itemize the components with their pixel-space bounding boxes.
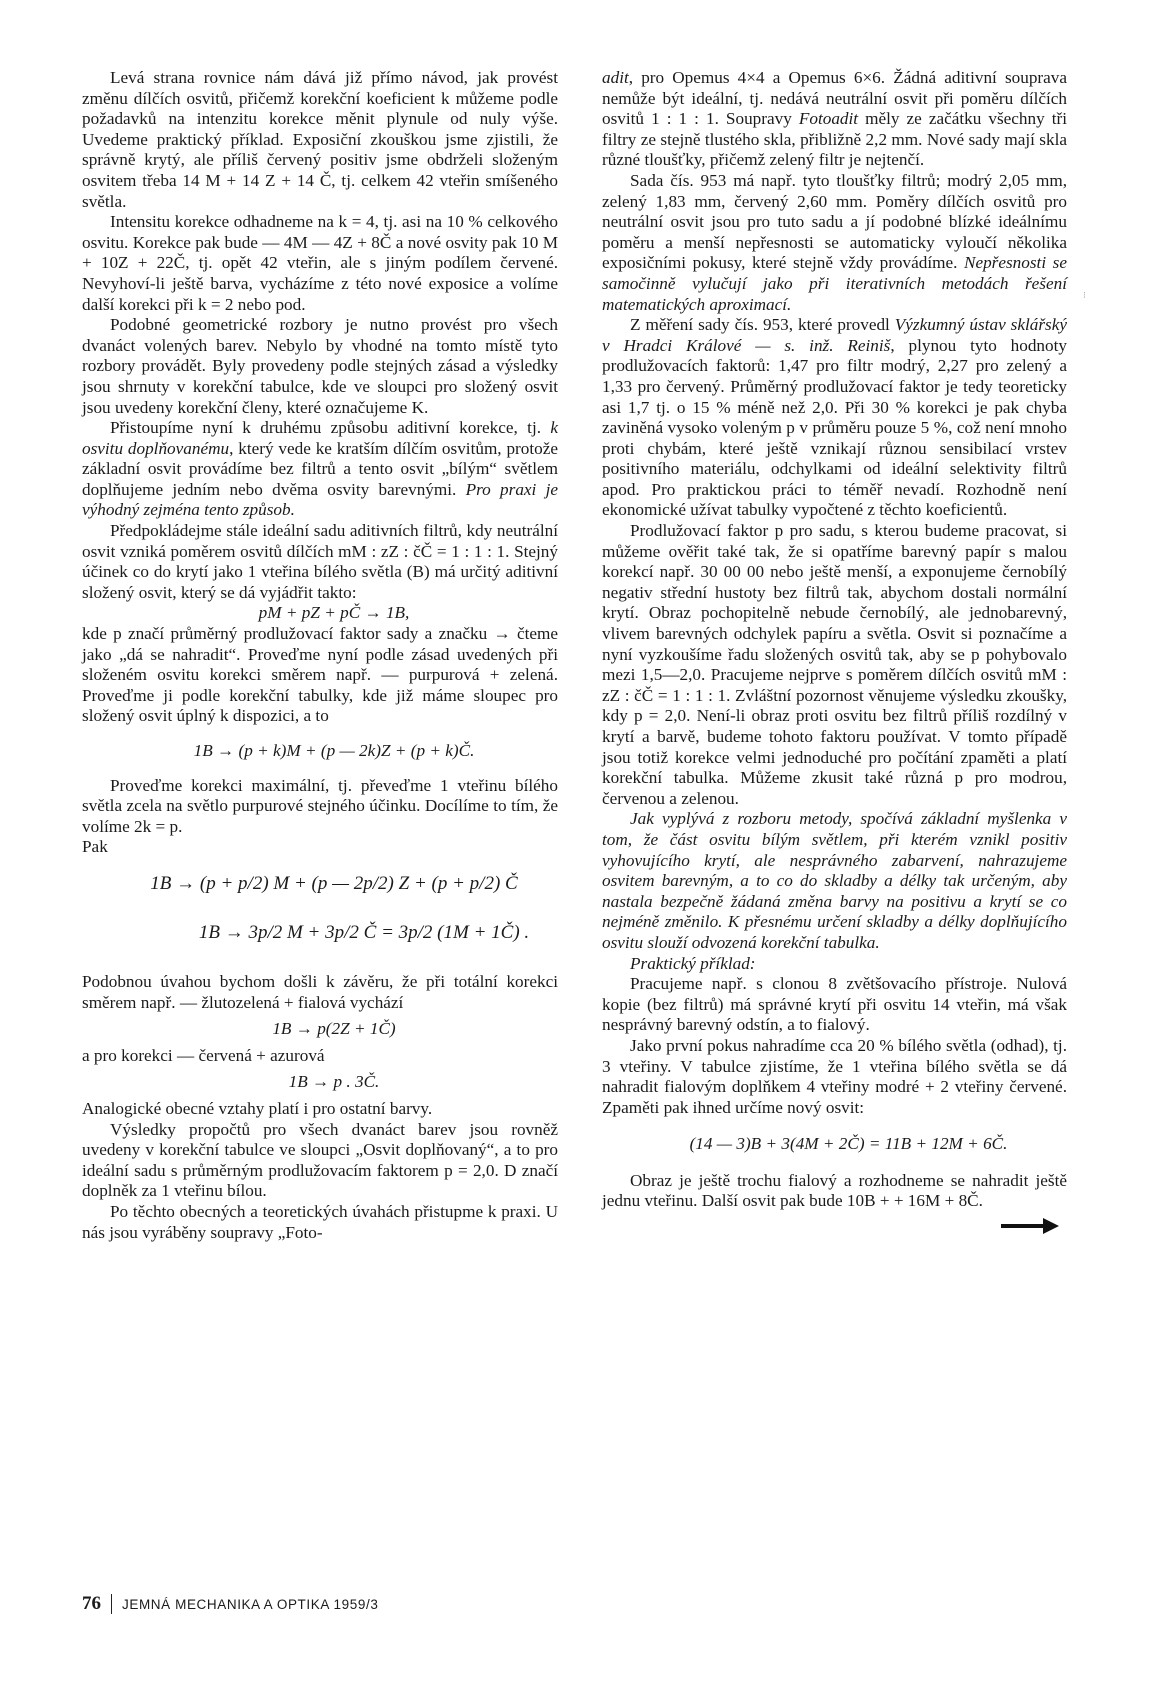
paragraph: Jak vyplývá z rozboru metody, spočívá základní myšlenka v tom, že část osvitu bílým světlem, při kterém vznikl positiv vyhovujícího krytí, ale nesprávného zabarvení, nahrazujeme osvitem barevným, a to co do skladby a délky tak určeným, aby nastala bezpečně žádaná změna barvy na positivu a krytí se co nejméně změnilo. K přesnému určení skladby a délky doplňujícího osvitu slouží odvozená korekční tabulka. [602,809,1067,952]
paragraph: Po těchto obecných a teoretických úvahách přistupme k praxi. U nás jsou vyráběny soupravy „Foto- [82,1201,558,1242]
text-run: měly ze začátku všechny tři filtry ze stejně tlustého skla, přibližně 2,2 mm. Nové sady mají skla různé tloušťky, přičemž zelený filtr je nejtenčí. [602,109,1067,170]
footer-divider [111,1594,112,1614]
page-number: 76 [82,1593,101,1614]
paragraph: Pak [82,837,108,857]
equation: pM + pZ + pČ → 1B, [258,603,410,623]
italic-run: adit [602,68,629,87]
paragraph: Jako první pokus nahradíme cca 20 % bílého světla (odhad), tj. 3 vteřiny. V tabulce zjistíme, že 1 vteřina bílého světla se dá nahradit fialovým doplňkem 4 vteřiny modré + 2 vteřiny červené. Zpaměti pak ihned určíme nový osvit: [602,1035,1067,1117]
paragraph: Intensitu korekce odhadneme na k = 4, tj. asi na 10 % celkového osvitu. Korekce pak bude — 4M — 4Z + 8Č a nové osvity pak 10 M + 10Z + 22Č, tj. opět 42 vteřin, ale s jiným podílem červené. Nevyhoví-li ještě barva, vycházíme z této nové exposice a volíme další korekci při k = 2 nebo pod. [82,212,558,314]
equation: 1B → p . 3Č. [288,1072,380,1092]
paragraph [602,68,1067,171]
paragraph: Pracujeme např. s clonou 8 zvětšovacího přístroje. Nulová kopie (bez filtrů) má správné krytí při osvitu 14 vteřin, má však nesprávný barevný odstín, a to fialový. [602,974,1067,1035]
paragraph [602,315,1067,521]
paragraph: Výsledky propočtů pro všech dvanáct barev jsou rovněž uvedeny v korekční tabulce ve sloupci „Osvit doplňovaný“, a to pro ideální sadu s průměrným prodlužovacím faktorem p = 2,0. D značí doplněk za 1 vteřinu bílou. [82,1119,558,1201]
text-run: , plynou tyto hodnoty prodlužovacích faktorů: 1,47 pro filtr modrý, 2,27 pro zelený a 1,33 pro červený. Průměrný prodlužovací faktor je tedy teoreticky asi 1,7 tj. o 15 % méně než 2,0. Při 30 % korekci je pak chyba zaviněná vysoko voleným p v průměru pouze 5 %, což není mnoho proti chybám, které ještě vznikají různou sensibilací vrstev positivního materiálu, odchylkami od ideální selektivity filtrů apod. Pro praktickou práci to téměř nevadí. Rozhodně není ekonomické užívat tabulky vypočtené z těchto koeficientů. [602,335,1067,520]
paragraph [602,171,1067,315]
italic-run: Nepřesnosti se samočinně vylučují jako při iterativních metodách řešení matematických aproximací. [602,253,1068,314]
paragraph: kde p značí průměrný prodlužovací faktor sady a značku → čteme jako „dá se nahradit“. Proveďme nyní podle zásad uvedených při složeném osvitu korekci směrem např. — purpurová + zelená. Proveďme ji podle korekční tabulky, kde již máme sloupec pro složený osvit úplný k dispozici, a to [82,624,558,726]
equation: 1B → (p + k)M + (p — 2k)Z + (p + k)Č. [193,741,475,760]
text-run: , který vede ke kratším dílčím osvitům, protože základní osvit provádíme bez filtrů a tento osvit „bílým“ světlem doplňujeme jedním nebo dvěma osvity barevnými. [82,438,558,499]
equation: 1B → p(2Z + 1Č) [272,1019,396,1039]
italic-run: Výzkumný ústav sklářský v Hradci Králové — s. inž. Reiniš [602,315,1067,355]
text-run: , pro Opemus 4×4 a Opemus 6×6. Žádná aditivní souprava nemůže být ideální, tj. nedává neutrální osvit při poměru dílčích osvitů 1 : 1 : 1. Soupravy [602,68,1067,129]
paragraph: Proveďme korekci maximální, tj. převeďme 1 vteřinu bílého světla zcela na světlo purpurové stejného účinku. Docílíme to tím, že volíme 2k = p. [82,775,558,836]
italic-run: Pro praxi je výhodný zejména tento způsob. [82,479,558,520]
left-column [82,68,558,1243]
equation: 1B → 3p/2 M + 3p/2 Č = 3p/2 (1M + 1Č) . [198,921,530,943]
text-run: Sada čís. 953 má např. tyto tloušťky filtrů; modrý 2,05 mm, zelený 1,83 mm, červený 2,60 mm. Poměry dílčích osvitů pro neutrální osvit jsou pro tuto sadu a jí podobné blízké ideálnímu poměru a menší nepřesnosti se automaticky vyloučí několika exposičními pokusy, které stejně vždy provádíme. [602,170,1067,273]
right-arrow-icon [1001,1218,1059,1234]
text-run: Přistoupíme nyní k druhému způsobu aditivní korekce, tj. [110,418,551,438]
paragraph: Podobné geometrické rozbory je nutno provést pro všech dvanáct volených barev. Nebylo by vhodné na tomto místě tyto rozbory provádět. Byly provedeny podle stejných zásad a výsledky jsou shrnuty v korekční tabulce, kde ve sloupci pro složený osvit jsou uvedeny korekční členy, které označujeme K. [82,315,558,417]
paragraph: Prodlužovací faktor p pro sadu, s kterou budeme pracovat, si můžeme ověřit také tak, že si opatříme barevný papír s malou korekcí např. 30 00 00 nebo ještě menší, a exponujeme černobílý negativ střední hustoty bez filtrů tak, abychom dostali normální krytí. Obraz pochopitelně nebude černobílý, ale jednobarevný, vlivem barevných odchylek papíru a světla. Osvit si poznačíme a nyní vyzkoušíme řadu složených osvitů tak, aby se p pohybovalo mezi 1,5—2,0. Pracujeme nejprve s poměrem dílčích osvitů mM : zZ : čČ = 1 : 1 : 1. Zvláštní pozornost věnujeme výsledku zkoušky, kdy p = 2,0. Není-li obraz proti osvitu bez filtrů příliš rozdílný v krytí a barvě, budeme tohoto faktoru používat. V tomto případě jsou totiž korekce velmi jednoduché pro počítání zpaměti a platí korekční tabulka. Můžeme zkusit také různá p pro modrou, červenou a zelenou. [602,521,1067,808]
paragraph: Levá strana rovnice nám dává již přímo návod, jak provést změnu dílčích osvitů, přičemž korekční koeficient k můžeme podle požadavků na intenzitu korekce měnit plynule od nuly výše. Uvedeme praktický příklad. Exposiční zkouškou jsme zjistili, že správně krytý, ale příliš červený positiv jsme obdrželi složeným osvitem třeba 14 M + 14 Z + 14 Č, tj. celkem 42 vteřin smíšeného světla. [82,68,558,211]
paragraph: Podobnou úvahou bychom došli k závěru, že při totální korekci směrem např. — žlutozelená + fialová vychází [82,971,558,1012]
paragraph: a pro korekci — červená + azurová [82,1045,325,1065]
italic-run: Fotoadit [798,109,859,129]
paragraph: Analogické obecné vztahy platí i pro ostatní barvy. [82,1098,433,1118]
italic-run: k osvitu doplňovanému [82,418,558,458]
margin-mark: ⁝ [1083,290,1086,300]
right-column [602,68,1067,1238]
paragraph [82,418,558,521]
text-run: Z měření sady čís. 953, které provedl [630,315,895,335]
equation: 1B → (p + p/2) M + (p — 2p/2) Z + (p + p/2) Č [150,872,518,894]
section-title: Praktický příklad: [630,953,756,973]
page-footer [82,1593,378,1615]
paragraph: Obraz je ještě trochu fialový a rozhodneme se nahradit ještě jednu vteřinu. Další osvit pak bude 10B + + 16M + 8Č. [602,1170,1067,1211]
journal-name: JEMNÁ MECHANIKA A OPTIKA 1959/3 [122,1596,379,1612]
continuation-arrow-row [602,1214,1067,1238]
paragraph: Předpokládejme stále ideální sadu aditivních filtrů, kdy neutrální osvit vzniká poměrem osvitů dílčích mM : zZ : čČ = 1 : 1 : 1. Stejný účinek co do krytí jako 1 vteřina bílého světla (B) má určitý aditivní složený osvit, který se dá vyjádřit takto: [82,521,558,602]
equation: (14 — 3)B + 3(4M + 2Č) = 11B + 12M + 6Č. [689,1134,1008,1154]
